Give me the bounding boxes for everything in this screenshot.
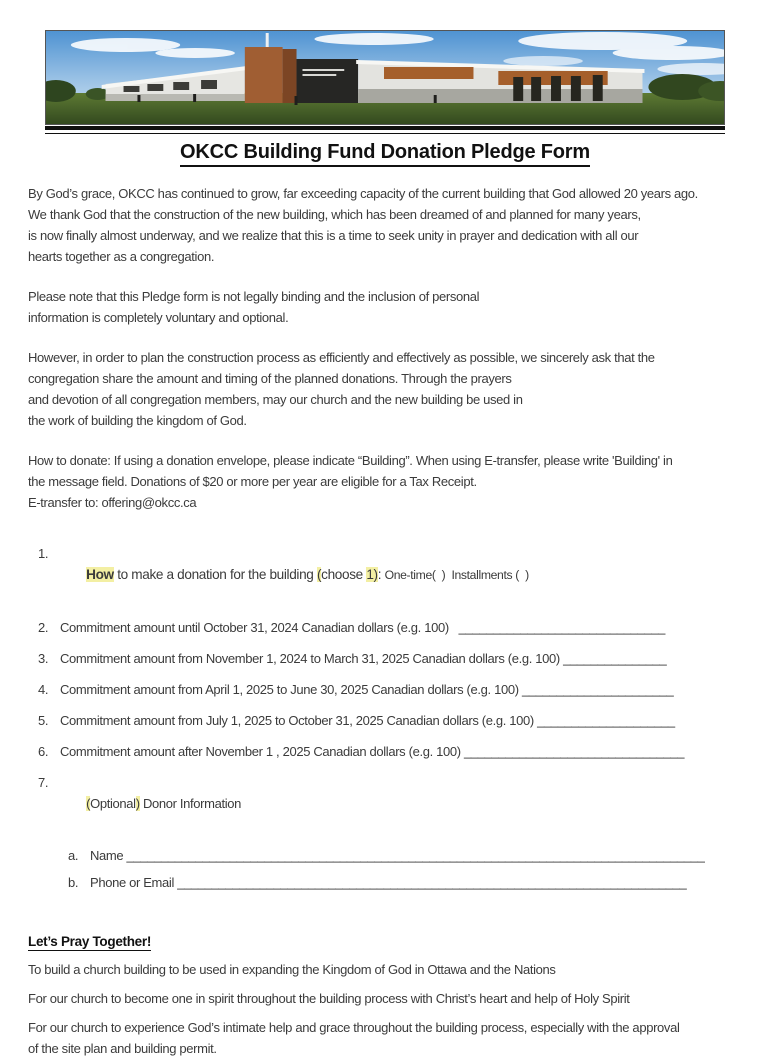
paragraph-line: We thank God that the construction of the new building, which has been dreamed of and planned for many years,	[28, 207, 641, 222]
highlighted-text: (	[316, 567, 322, 582]
amount-blank-line: ______________________	[521, 682, 674, 697]
entrance-block	[297, 59, 359, 103]
list-item-commitment-apr-jun-2025	[28, 679, 742, 700]
paragraph-line: However, in order to plan the construction process as efficiently and effectively as possible, we sincerely ask that the	[28, 350, 655, 365]
pledge-list	[28, 543, 742, 893]
item-number: 1.	[38, 546, 49, 561]
item-number: 5.	[38, 713, 49, 728]
item-text: to make a donation for the building	[113, 567, 317, 582]
paragraph-line: hearts together as a congregation.	[28, 249, 215, 264]
paragraph-line: By God’s grace, OKCC has continued to grow, far exceeding capacity of the current building that God allowed 20 years ago.	[28, 186, 698, 201]
amount-blank-line: ______________________________	[458, 620, 666, 635]
header-image	[45, 30, 725, 134]
document-body	[28, 183, 742, 1059]
item-text: Commitment amount after November 1 , 2025 Canadian dollars (e.g. 100)	[60, 744, 464, 759]
paragraph-not-binding	[28, 286, 742, 328]
item-text: Optional	[90, 796, 136, 811]
field-label-phone-email: Phone or Email	[90, 875, 178, 890]
item-number: 2.	[38, 620, 49, 635]
title-row	[0, 141, 770, 167]
item-number: 3.	[38, 651, 49, 666]
item-number: 4.	[38, 682, 49, 697]
list-item-donation-method	[28, 543, 742, 607]
amount-blank-line: ________________________________	[464, 744, 685, 759]
paragraph-planning	[28, 347, 742, 431]
paragraph-line: How to donate: If using a donation envelope, please indicate “Building”. When using E-transfer, please write 'Building' in	[28, 453, 673, 468]
highlighted-text: 1)	[366, 567, 378, 582]
highlighted-text: (	[86, 796, 91, 811]
list-item-commitment-until-oct-2024	[28, 617, 742, 638]
amount-blank-line: ____________________	[537, 713, 675, 728]
item-text: Donor Information	[139, 796, 242, 811]
tower	[245, 47, 283, 103]
list-item-commitment-after-nov-2025	[28, 741, 742, 762]
building-rendering-graphic	[46, 31, 724, 124]
highlighted-text: )	[135, 796, 140, 811]
sub-item-letter: b.	[68, 875, 79, 890]
prayer-item: For our church to become one in spirit throughout the building process with Christ’s heart and help of Holy Spirit	[28, 991, 630, 1006]
prayer-item: For our church to experience God’s intimate help and grace throughout the building process, especially with the approval	[28, 1020, 680, 1035]
item-text: :	[377, 567, 385, 582]
list-item-commitment-nov-2024-mar-2025	[28, 648, 742, 669]
item-number: 6.	[38, 744, 49, 759]
prayer-item: To build a church building to be used in expanding the Kingdom of God in Ottawa and the Nations	[28, 962, 556, 977]
item-text: Commitment amount until October 31, 2024 Canadian dollars (e.g. 100)	[60, 620, 459, 635]
donation-options: One-time( ) Installments ( )	[384, 568, 529, 582]
prayer-heading: Let’s Pray Together!	[28, 934, 152, 949]
paragraph-line: and devotion of all congregation members, may our church and the new building be used in	[28, 392, 523, 407]
name-blank-line: ____________________________________________________________________________________	[126, 848, 705, 863]
list-item-donor-information	[28, 772, 742, 835]
sub-item-letter: a.	[68, 848, 79, 863]
prayer-section	[28, 933, 742, 1059]
amount-blank-line: _______________	[563, 651, 667, 666]
item-text: choose	[321, 567, 367, 582]
field-label-name: Name	[90, 848, 127, 863]
paragraph-line: is now finally almost underway, and we realize that this is a time to seek unity in prayer and dedication with all our	[28, 228, 639, 243]
paragraph-line: congregation share the amount and timing of the planned donations. Through the prayers	[28, 371, 512, 386]
sub-item-name	[28, 845, 742, 866]
orange-band	[384, 67, 473, 79]
highlighted-text: How	[86, 567, 114, 582]
paragraph-how-to-donate	[28, 450, 742, 513]
paragraph-line: the message field. Donations of $20 or more per year are eligible for a Tax Receipt.	[28, 474, 477, 489]
item-number: 7.	[38, 775, 49, 790]
phone-email-blank-line: __________________________________________________________________________	[177, 875, 687, 890]
new-church-building-rendering	[45, 30, 725, 125]
paragraph-line: the work of building the kingdom of God.	[28, 413, 247, 428]
item-text: Commitment amount from July 1, 2025 to October 31, 2025 Canadian dollars (e.g. 100)	[60, 713, 538, 728]
list-item-commitment-jul-oct-2025	[28, 710, 742, 731]
page-title: OKCC Building Fund Donation Pledge Form	[180, 141, 590, 167]
header-divider	[45, 126, 725, 134]
prayer-item: of the site plan and building permit.	[28, 1041, 217, 1056]
etransfer-line: E-transfer to: offering@okcc.ca	[28, 495, 197, 510]
paragraph-line: Please note that this Pledge form is not legally binding and the inclusion of personal	[28, 289, 480, 304]
paragraph-line: information is completely voluntary and optional.	[28, 310, 289, 325]
paragraph-intro	[28, 183, 742, 267]
sub-item-phone-or-email	[28, 872, 742, 893]
item-text: Commitment amount from November 1, 2024 to March 31, 2025 Canadian dollars (e.g. 100)	[60, 651, 564, 666]
item-text: Commitment amount from April 1, 2025 to June 30, 2025 Canadian dollars (e.g. 100)	[60, 682, 522, 697]
